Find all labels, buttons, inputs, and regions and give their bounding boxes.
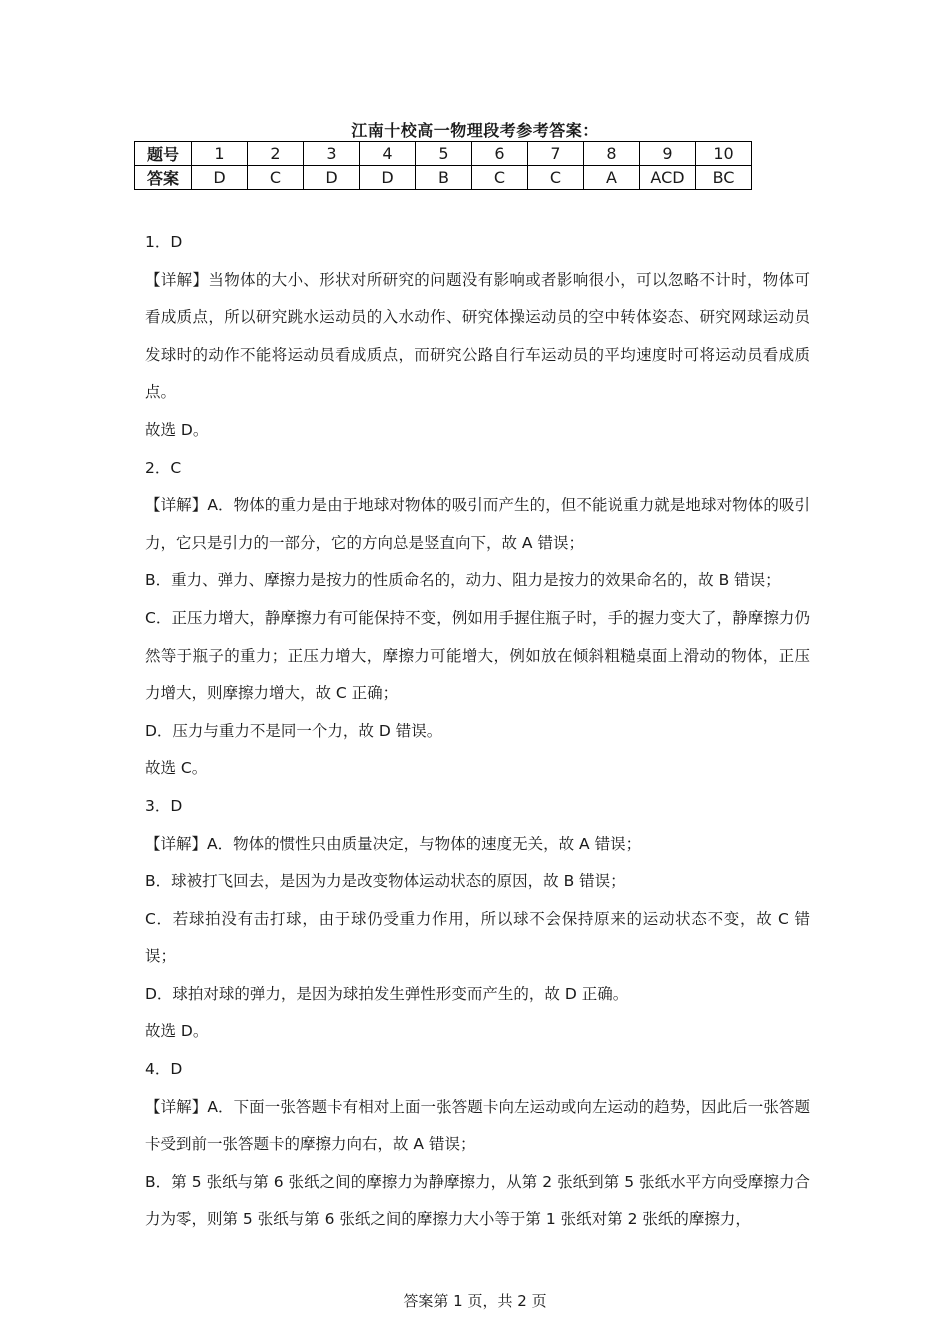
- question-heading: 4．D: [145, 1060, 183, 1079]
- question-heading: 2．C: [145, 458, 182, 477]
- table-header-answer: 答案: [135, 166, 192, 190]
- table-cell: 2: [248, 142, 304, 166]
- table-cell: 1: [192, 142, 248, 166]
- explanation-paragraph: C．正压力增大，静摩擦力有可能保持不变，例如用手握住瓶子时，手的握力变大了，静摩擦力仍然等于瓶子的重力；正压力增大，摩擦力可能增大，例如放在倾斜粗糙桌面上滑动的物体，正压力增大，则摩擦力增大，故 C 正确；: [145, 608, 810, 703]
- table-header-number: 题号: [135, 142, 192, 166]
- explanation-paragraph: B．球被打飞回去，是因为力是改变物体运动状态的原因，故 B 错误；: [145, 872, 626, 891]
- explanation-body: [145, 224, 810, 1239]
- table-cell: D: [360, 166, 416, 190]
- table-cell: 4: [360, 142, 416, 166]
- page-title: 江南十校高一物理段考参考答案：: [351, 121, 599, 140]
- page-footer: 答案第 1 页，共 2 页: [403, 1292, 547, 1310]
- table-cell: B: [416, 166, 472, 190]
- table-row-answers: [135, 166, 752, 190]
- answer-conclusion: 故选 D。: [145, 1022, 209, 1041]
- explanation-paragraph: D．球拍对球的弹力，是因为球拍发生弹性形变而产生的，故 D 正确。: [145, 984, 629, 1003]
- table-cell: ACD: [640, 166, 696, 190]
- table-cell: A: [584, 166, 640, 190]
- answer-conclusion: 故选 D。: [145, 420, 209, 439]
- explanation-paragraph: C．若球拍没有击打球，由于球仍受重力作用，所以球不会保持原来的运动状态不变，故 C 错误；: [145, 909, 810, 966]
- answer-table: [134, 141, 752, 190]
- table-cell: 6: [472, 142, 528, 166]
- table-cell: C: [248, 166, 304, 190]
- explanation-paragraph: 【详解】A．下面一张答题卡有相对上面一张答题卡向左运动或向左运动的趋势，因此后一张答题卡受到前一张答题卡的摩擦力向右，故 A 错误；: [145, 1097, 810, 1154]
- explanation-paragraph: B．第 5 张纸与第 6 张纸之间的摩擦力为静摩擦力，从第 2 张纸到第 5 张纸水平方向受摩擦力合力为零，则第 5 张纸与第 6 张纸之间的摩擦力大小等于第 1 张纸对第 2 张纸的摩擦力，: [145, 1172, 810, 1229]
- question-heading: 1．D: [145, 233, 183, 251]
- table-cell: C: [472, 166, 528, 190]
- question-heading: 3．D: [145, 796, 183, 815]
- explanation-paragraph: 【详解】A．物体的重力是由于地球对物体的吸引而产生的，但不能说重力就是地球对物体的吸引力，它只是引力的一部分，它的方向总是竖直向下，故 A 错误；: [145, 496, 810, 552]
- table-cell: C: [528, 166, 584, 190]
- table-cell: 9: [640, 142, 696, 166]
- table-cell: D: [304, 166, 360, 190]
- explanation-paragraph: 【详解】当物体的大小、形状对所研究的问题没有影响或者影响很小，可以忽略不计时，物体可看成质点，所以研究跳水运动员的入水动作、研究体操运动员的空中转体姿态、研究网球运动员发球时的动作不能将运动员看成质点，而研究公路自行车运动员的平均速度时可将运动员看成质点。: [145, 270, 810, 402]
- table-cell: 8: [584, 142, 640, 166]
- explanation-paragraph: 【详解】A．物体的惯性只由质量决定，与物体的速度无关，故 A 错误；: [145, 834, 642, 853]
- explanation-paragraph: D．压力与重力不是同一个力，故 D 错误。: [145, 721, 443, 740]
- table-row-numbers: [135, 142, 752, 166]
- table-cell: D: [192, 166, 248, 190]
- table-cell: 7: [528, 142, 584, 166]
- table-cell: BC: [696, 166, 752, 190]
- table-cell: 3: [304, 142, 360, 166]
- explanation-paragraph: B．重力、弹力、摩擦力是按力的性质命名的，动力、阻力是按力的效果命名的，故 B 错误；: [145, 571, 781, 590]
- table-cell: 10: [696, 142, 752, 166]
- table-cell: 5: [416, 142, 472, 166]
- answer-conclusion: 故选 C。: [145, 759, 208, 778]
